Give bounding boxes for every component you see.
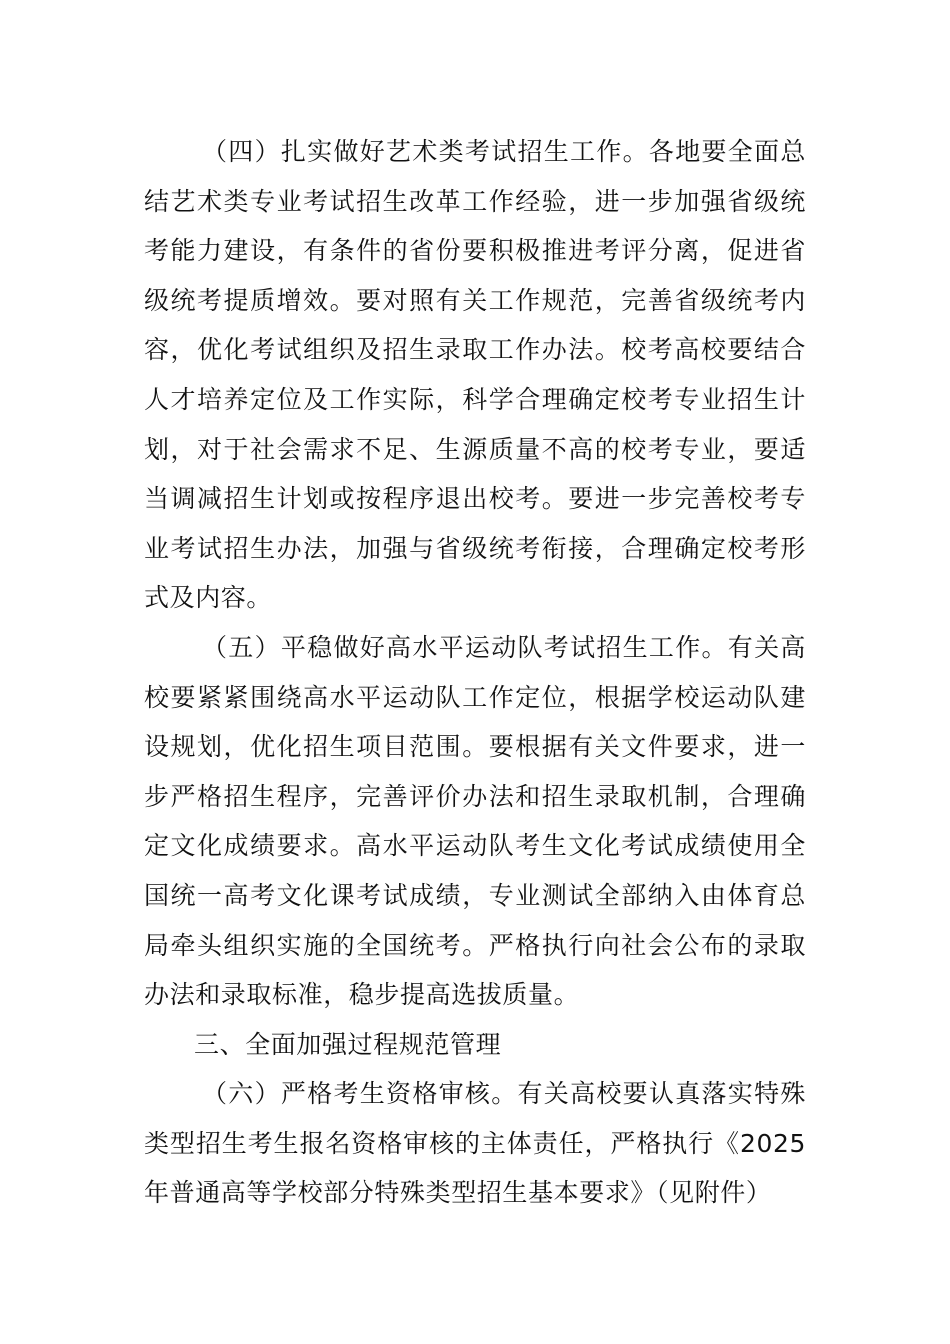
paragraph-qualification-review: （六）严格考生资格审核。有关高校要认真落实特殊类型招生考生报名资格审核的主体责任，严格执行《2025年普通高等学校部分特殊类型招生基本要求》（见附件） (144, 1079, 806, 1208)
section-heading-process-management: 三、全面加强过程规范管理 (194, 1029, 502, 1059)
paragraph-art-exam: （四）扎实做好艺术类考试招生工作。各地要全面总结艺术类专业考试招生改革工作经验，进一步加强省级统考能力建设，有条件的省份要积极推进考评分离，促进省级统考提质增效。要对照有关工作规范，完善省级统考内容，优化考试组织及招生录取工作办法。校考高校要结合人才培养定位及工作实际，科学合理确定校考专业招生计划，对于社会需求不足、生源质量不高的校考专业，要适当调减招生计划或按程序退出校考。要进一步完善校考专业考试招生办法，加强与省级统考衔接，合理确定校考形式及内容。 (144, 137, 806, 613)
document-page (144, 127, 806, 1218)
paragraph-sports-team-exam: （五）平稳做好高水平运动队考试招生工作。有关高校要紧紧围绕高水平运动队工作定位，根据学校运动队建设规划，优化招生项目范围。要根据有关文件要求，进一步严格招生程序，完善评价办法和招生录取机制，合理确定文化成绩要求。高水平运动队考生文化考试成绩使用全国统一高考文化课考试成绩，专业测试全部纳入由体育总局牵头组织实施的全国统考。严格执行向社会公布的录取办法和录取标准，稳步提高选拔质量。 (144, 632, 806, 1010)
